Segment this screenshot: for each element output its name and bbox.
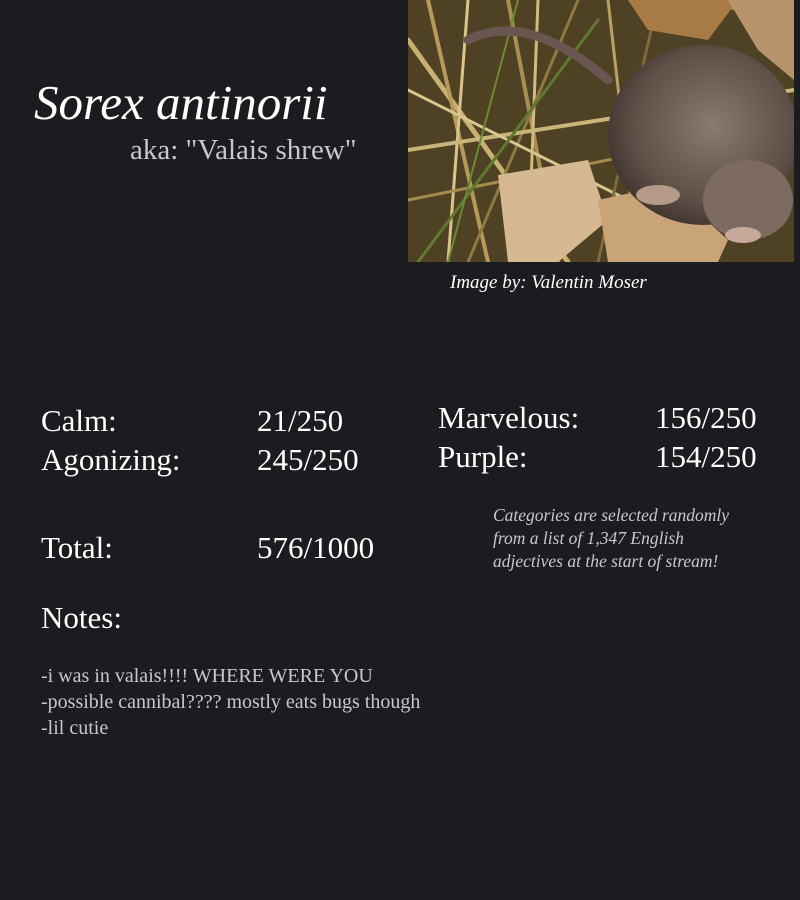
stat-calm-label: Calm: bbox=[41, 403, 117, 438]
categories-caption bbox=[493, 504, 743, 573]
stat-marvelous-value: 156/250 bbox=[655, 400, 757, 435]
stat-agonizing-label: Agonizing: bbox=[41, 442, 181, 477]
categories-caption-line: from a list of 1,347 English bbox=[493, 528, 684, 548]
notes-heading: Notes: bbox=[41, 600, 122, 635]
shrew-photo bbox=[408, 0, 794, 262]
stat-marvelous-label: Marvelous: bbox=[438, 400, 580, 435]
image-credit: Image by: Valentin Moser bbox=[450, 272, 647, 293]
stat-calm-value: 21/250 bbox=[257, 403, 344, 438]
stat-purple-value: 154/250 bbox=[655, 439, 757, 474]
stat-agonizing-value: 245/250 bbox=[257, 442, 359, 477]
note-item: -possible cannibal???? mostly eats bugs though bbox=[41, 691, 421, 713]
stat-total-value: 576/1000 bbox=[257, 530, 375, 565]
note-item: -i was in valais!!!! WHERE WERE YOU bbox=[41, 665, 373, 687]
categories-caption-line: Categories are selected randomly bbox=[493, 505, 730, 525]
categories-caption-line: adjectives at the start of stream! bbox=[493, 551, 719, 571]
stat-total-label: Total: bbox=[41, 530, 113, 565]
note-item: -lil cutie bbox=[41, 717, 109, 739]
stat-purple-label: Purple: bbox=[438, 439, 528, 474]
species-title: Sorex antinorii bbox=[34, 75, 328, 130]
common-name: aka: "Valais shrew" bbox=[130, 134, 357, 166]
notes-list bbox=[41, 663, 420, 741]
